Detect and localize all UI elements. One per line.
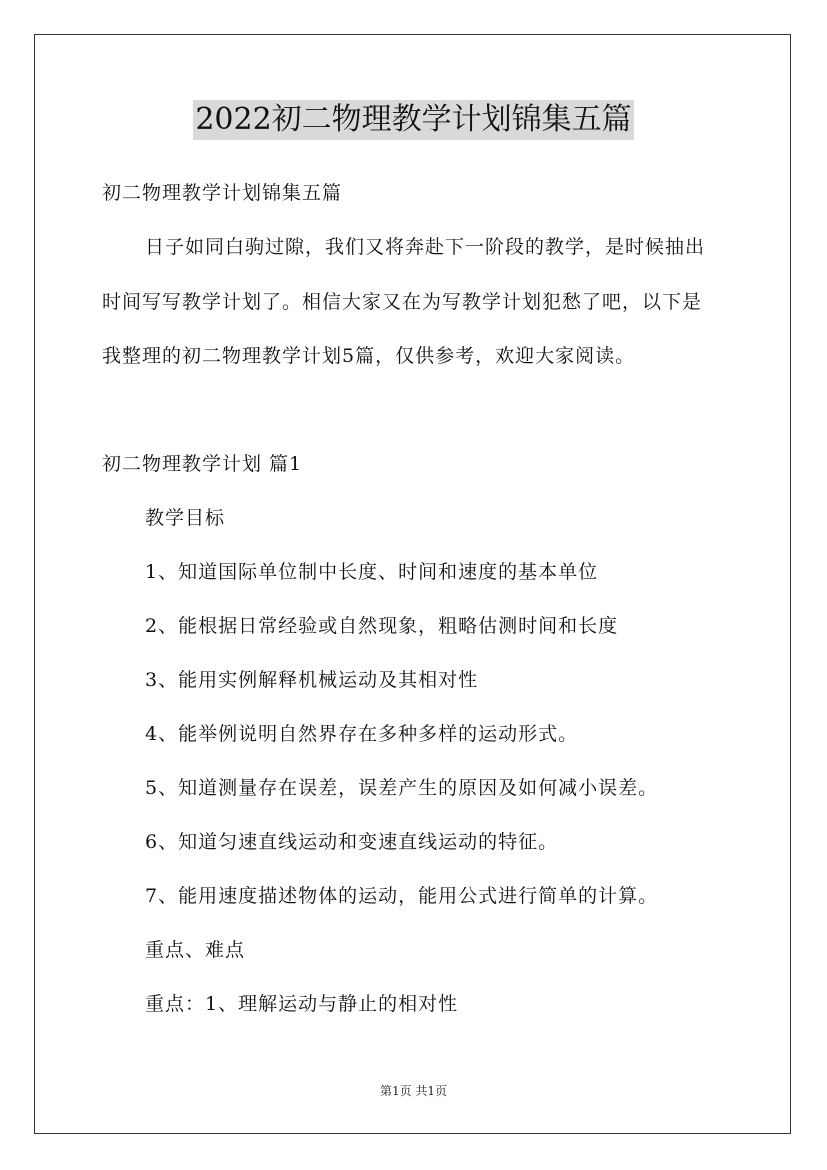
subtitle-line: 初二物理教学计划锦集五篇 bbox=[102, 182, 343, 204]
key-points-heading: 重点、难点 bbox=[145, 939, 246, 961]
goal-item: 5、知道测量存在误差，误差产生的原因及如何减小误差。 bbox=[145, 777, 659, 799]
goal-item: 2、能根据日常经验或自然现象，粗略估测时间和长度 bbox=[145, 615, 619, 637]
key-point-item: 重点：1、理解运动与静止的相对性 bbox=[145, 993, 459, 1015]
intro-line-2: 时间写写教学计划了。相信大家又在为写教学计划犯愁了吧，以下是 bbox=[102, 291, 703, 313]
goal-item: 6、知道匀速直线运动和变速直线运动的特征。 bbox=[145, 831, 559, 853]
intro-line-3: 我整理的初二物理教学计划5篇，仅供参考，欢迎大家阅读。 bbox=[102, 345, 636, 367]
goal-item: 1、知道国际单位制中长度、时间和速度的基本单位 bbox=[145, 561, 599, 583]
title-container bbox=[0, 100, 827, 140]
document-title: 2022初二物理教学计划锦集五篇 bbox=[193, 100, 633, 140]
section-heading: 初二物理教学计划 篇1 bbox=[102, 453, 303, 475]
goals-heading: 教学目标 bbox=[145, 507, 226, 529]
intro-line-1: 日子如同白驹过隙，我们又将奔赴下一阶段的教学，是时候抽出 bbox=[145, 236, 706, 258]
page-footer: 第1页 共1页 bbox=[379, 1084, 448, 1098]
goal-item: 3、能用实例解释机械运动及其相对性 bbox=[145, 669, 479, 691]
goal-item: 4、能举例说明自然界存在多种多样的运动形式。 bbox=[145, 723, 579, 745]
goal-item: 7、能用速度描述物体的运动，能用公式进行简单的计算。 bbox=[145, 885, 659, 907]
